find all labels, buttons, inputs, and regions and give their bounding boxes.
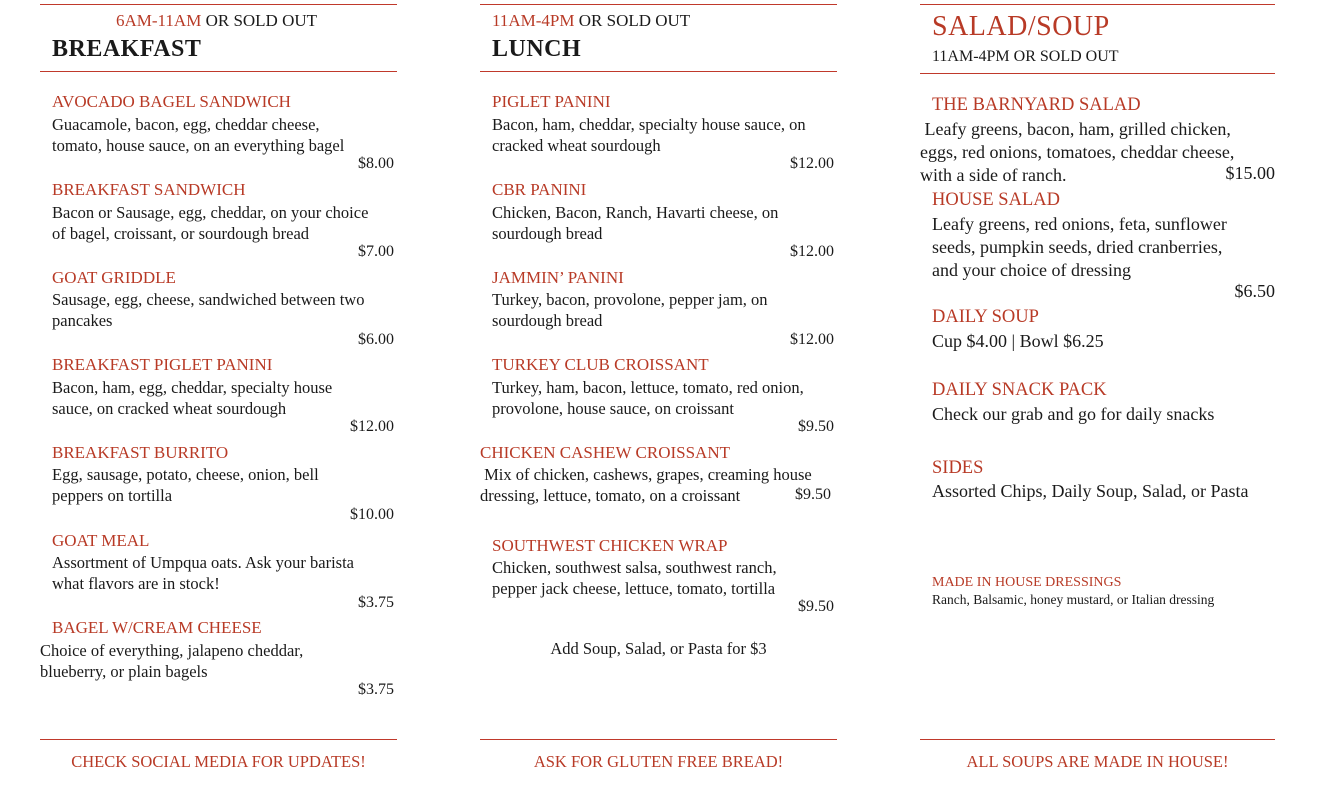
menu-item-description: Chicken, southwest salsa, southwest ranch, pepper jack cheese, lettuce, tomato, tortilla (492, 558, 777, 598)
menu-item-description: Assortment of Umpqua oats. Ask your barista what flavors are in stock! (52, 553, 355, 593)
dressings-heading: MADE IN HOUSE DRESSINGS (932, 575, 1122, 590)
menu-item-name: GOAT MEAL (52, 531, 150, 550)
menu-item-name: CHICKEN CASHEW CROISSANT (480, 443, 730, 462)
menu-item-name: BAGEL W/CREAM CHEESE (52, 618, 262, 637)
divider (480, 71, 837, 72)
menu-item-price: $12.00 (790, 331, 834, 348)
menu-item-name: BREAKFAST SANDWICH (52, 180, 246, 199)
menu-item-name: BREAKFAST PIGLET PANINI (52, 355, 273, 374)
menu-item-name: DAILY SOUP (932, 307, 1039, 327)
lunch-hours (492, 12, 690, 29)
menu-item-price: $3.75 (358, 681, 394, 698)
divider (920, 73, 1275, 74)
footer-note: CHECK SOCIAL MEDIA FOR UPDATES! (71, 752, 366, 771)
menu-item-name: PIGLET PANINI (492, 92, 611, 111)
menu-item-price: $12.00 (790, 243, 834, 260)
menu-item-price: $6.50 (1234, 281, 1275, 301)
menu-item-description: Assorted Chips, Daily Soup, Salad, or Pasta (932, 481, 1249, 501)
menu-item-description: Choice of everything, jalapeno cheddar, blueberry, or plain bagels (40, 641, 304, 681)
divider (480, 739, 837, 740)
sold-out-note: OR SOLD OUT (205, 11, 318, 30)
menu-item-price: $6.00 (358, 331, 394, 348)
divider (920, 739, 1275, 740)
divider (40, 71, 397, 72)
menu-item-price: $12.00 (350, 418, 394, 435)
menu-item-description: Check our grab and go for daily snacks (932, 404, 1215, 424)
menu-item-name: THE BARNYARD SALAD (932, 95, 1141, 115)
menu-item-description: Sausage, egg, cheese, sandwiched between two pancakes (52, 290, 365, 330)
menu-item-description: Bacon, ham, cheddar, specialty house sauce, on cracked wheat sourdough (492, 115, 806, 155)
menu-item-price: $9.50 (795, 486, 831, 503)
menu-item-description: Chicken, Bacon, Ranch, Havarti cheese, on sourdough bread (492, 203, 779, 243)
menu-item-description: Turkey, bacon, provolone, pepper jam, on sourdough bread (492, 290, 768, 330)
menu-item-description: Egg, sausage, potato, cheese, onion, bell peppers on tortilla (52, 465, 319, 505)
menu-item-price: $9.50 (798, 598, 834, 615)
sold-out-note: OR SOLD OUT (578, 11, 691, 30)
menu-item-name: AVOCADO BAGEL SANDWICH (52, 92, 291, 111)
menu-item-description: Leafy greens, bacon, ham, grilled chicken, eggs, red onions, tomatoes, cheddar cheese, with a side of ranch. (920, 119, 1235, 185)
menu-item-price: $9.50 (798, 418, 834, 435)
menu-item-price: $12.00 (790, 155, 834, 172)
menu-item-description: Leafy greens, red onions, feta, sunflower seeds, pumpkin seeds, dried cranberries, and your choice of dressing (932, 214, 1227, 280)
section-title: LUNCH (492, 36, 582, 62)
menu-item-description: Guacamole, bacon, egg, cheddar cheese, tomato, house sauce, on an everything bagel (52, 115, 345, 155)
menu-item-name: HOUSE SALAD (932, 190, 1060, 210)
section-title: BREAKFAST (52, 36, 202, 62)
breakfast-hours (116, 12, 317, 29)
menu-item-price: $10.00 (350, 506, 394, 523)
menu-item-description: Cup $4.00 | Bowl $6.25 (932, 331, 1104, 351)
salad-hours: 11AM-4PM OR SOLD OUT (932, 48, 1119, 65)
menu-item-description: Turkey, ham, bacon, lettuce, tomato, red onion, provolone, house sauce, on croissant (492, 378, 804, 418)
menu-item-name: DAILY SNACK PACK (932, 380, 1107, 400)
menu-item-price: $15.00 (1225, 163, 1275, 183)
footer-note: ALL SOUPS ARE MADE IN HOUSE! (966, 752, 1229, 771)
hours-range: 6AM-11AM (116, 11, 202, 30)
menu-item-name: SOUTHWEST CHICKEN WRAP (492, 536, 728, 555)
menu-item-description: Bacon, ham, egg, cheddar, specialty house sauce, on cracked wheat sourdough (52, 378, 333, 418)
menu-item-name: BREAKFAST BURRITO (52, 443, 229, 462)
footer-note: ASK FOR GLUTEN FREE BREAD! (533, 752, 784, 771)
menu-item-price: $7.00 (358, 243, 394, 260)
menu-item-description: Mix of chicken, cashews, grapes, creaming house dressing, lettuce, tomato, on a croissant (480, 465, 812, 505)
section-title: SALAD/SOUP (932, 11, 1110, 42)
menu-item-price: $3.75 (358, 594, 394, 611)
divider (40, 4, 397, 5)
menu-item-price: $8.00 (358, 155, 394, 172)
menu-item-description: Bacon or Sausage, egg, cheddar, on your choice of bagel, croissant, or sourdough bread (52, 203, 369, 243)
menu-item-name: GOAT GRIDDLE (52, 268, 176, 287)
divider (920, 4, 1275, 5)
divider (480, 4, 837, 5)
menu-item-name: TURKEY CLUB CROISSANT (492, 355, 709, 374)
divider (40, 739, 397, 740)
addon-note: Add Soup, Salad, or Pasta for $3 (550, 639, 767, 658)
hours-range: 11AM-4PM (492, 11, 575, 30)
menu-item-name: JAMMIN’ PANINI (492, 268, 624, 287)
dressings-list: Ranch, Balsamic, honey mustard, or Italian dressing (932, 592, 1215, 607)
menu-item-name: CBR PANINI (492, 180, 587, 199)
menu-item-name: SIDES (932, 458, 984, 478)
